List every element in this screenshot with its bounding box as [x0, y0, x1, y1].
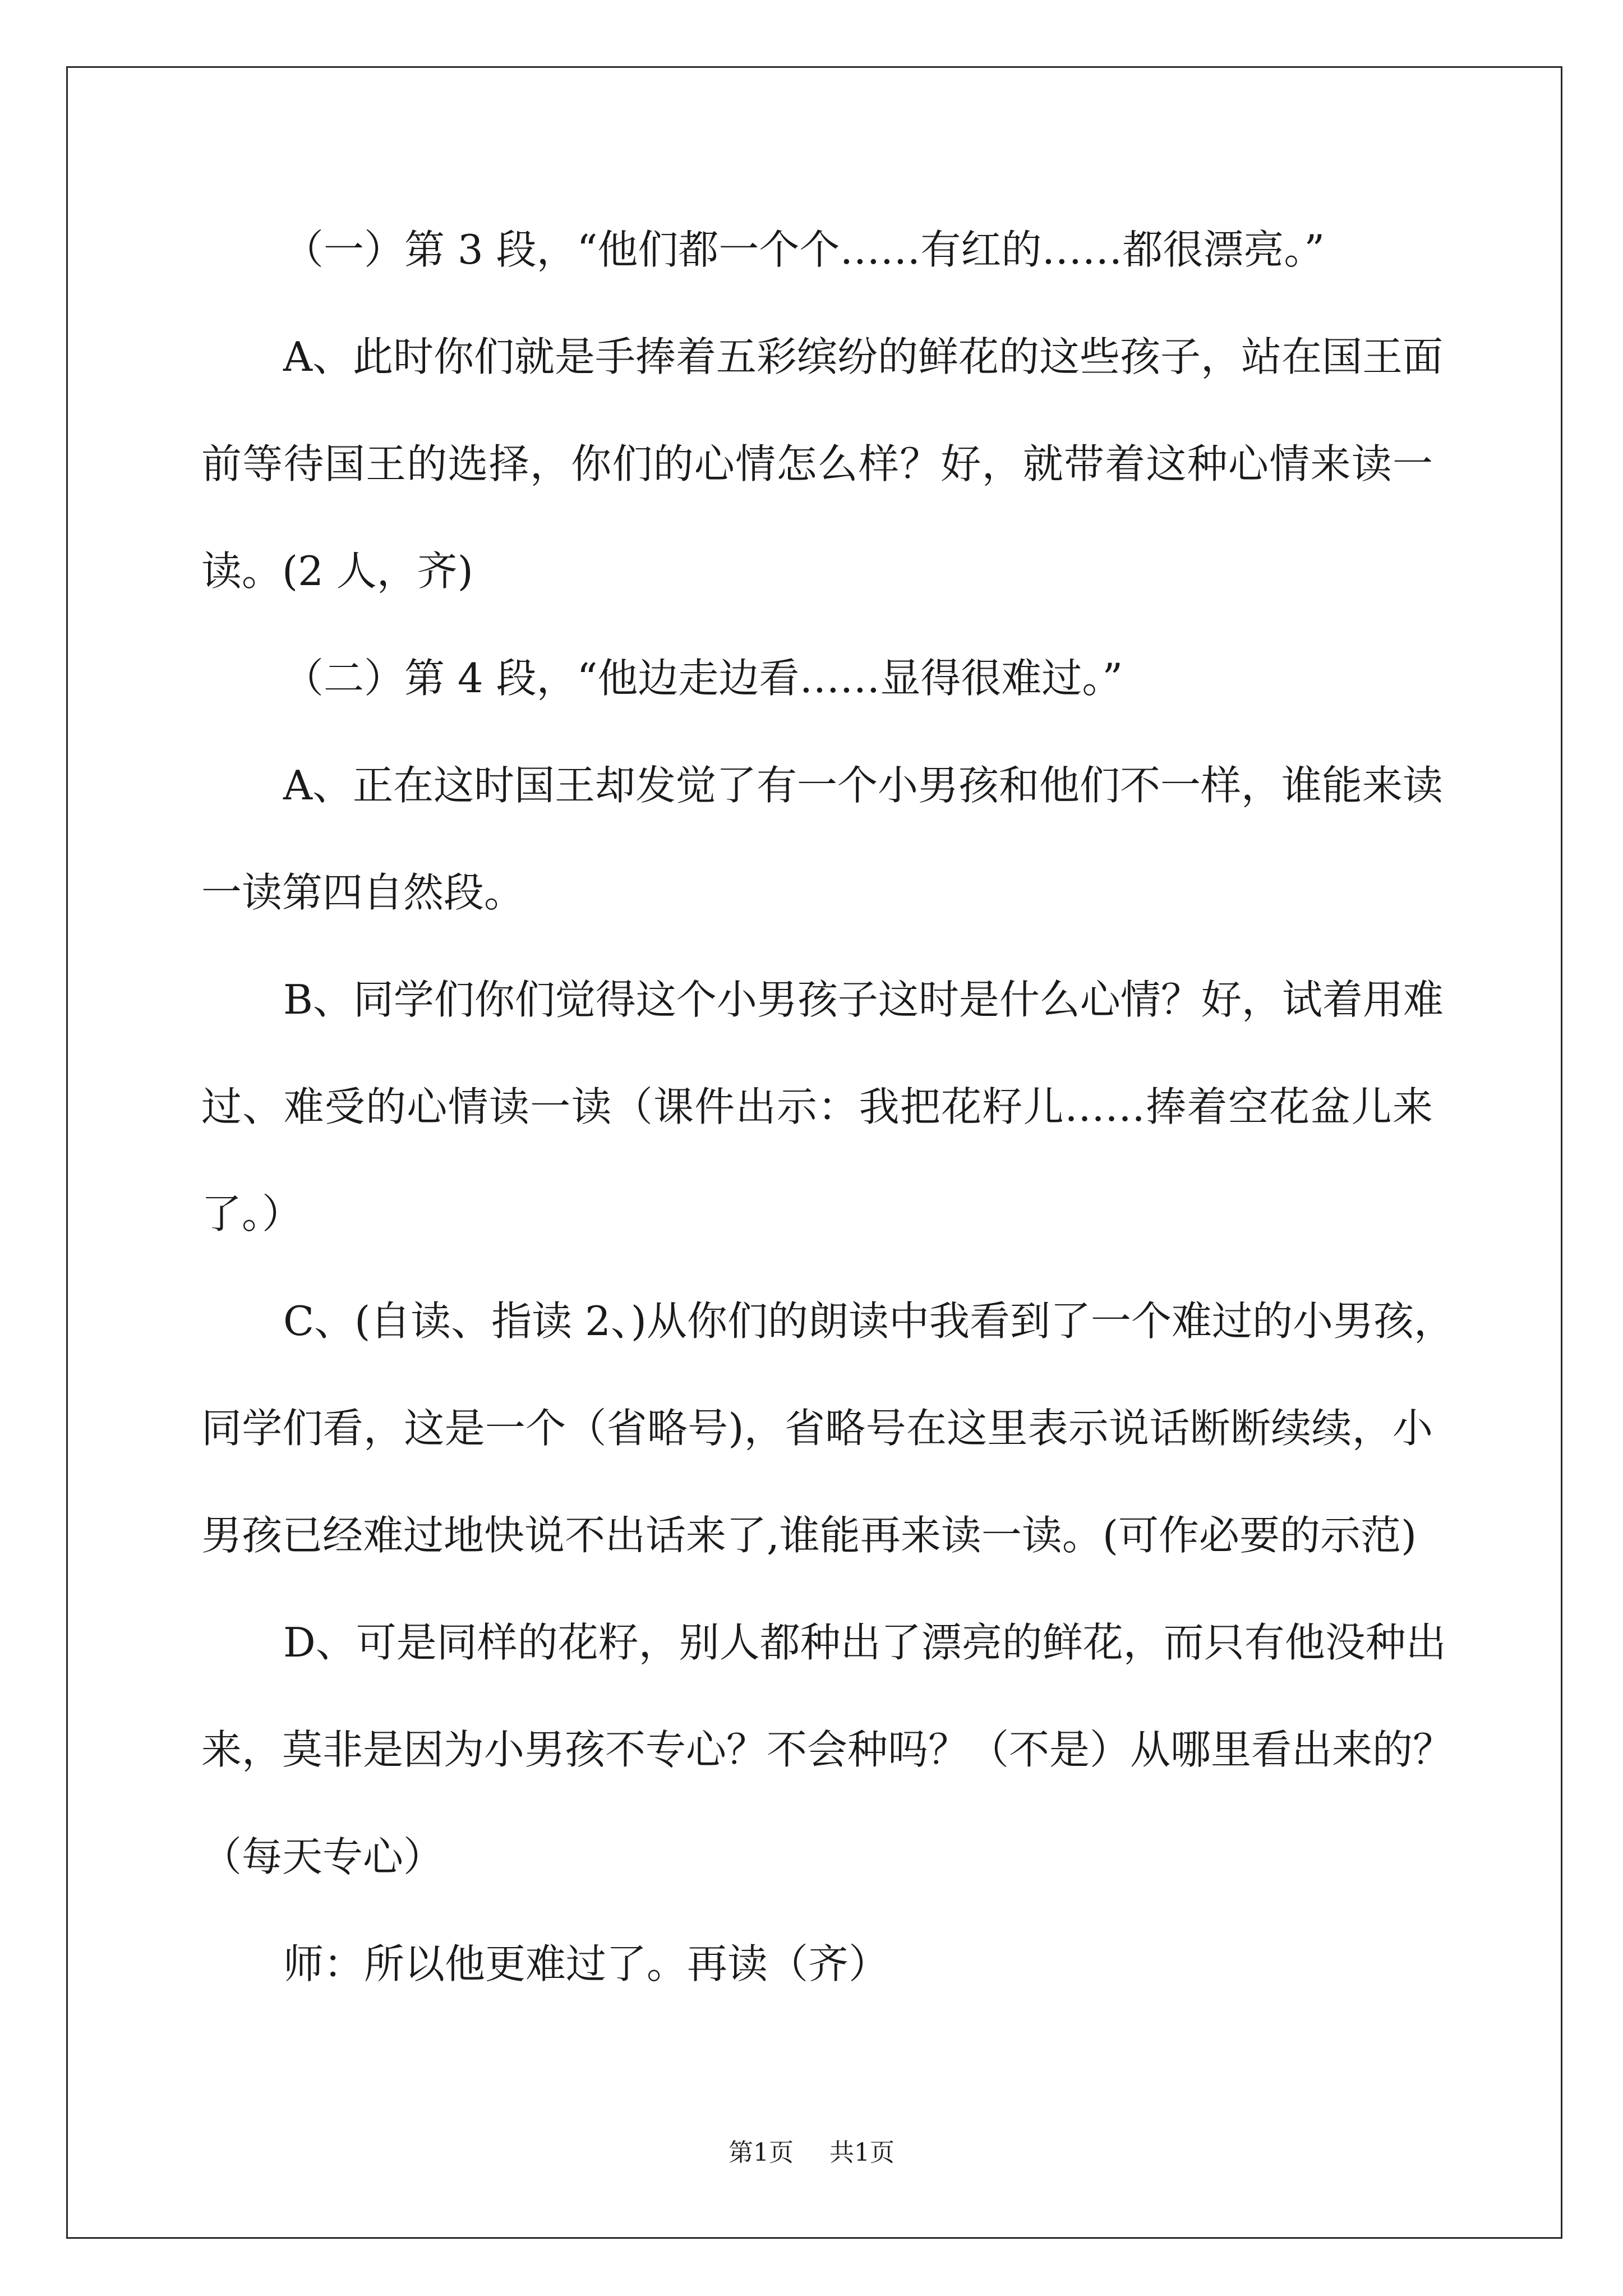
text-line: （每天专心）	[201, 1833, 444, 1880]
page-number: 第1页	[728, 2138, 794, 2167]
paragraph	[201, 1589, 1454, 1911]
page-footer	[0, 2137, 1623, 2169]
text-line: 一读第四自然段。	[201, 869, 525, 916]
paragraph	[201, 1911, 1433, 2018]
document-body	[201, 196, 1454, 2018]
text-line: 读。(2 人，齐)	[201, 547, 473, 595]
text-line: 来，莫非是因为小男孩不专心？不会种吗？（不是）从哪里看出来的？	[201, 1726, 1454, 1773]
text-line: A、正在这时国王却发觉了有一个小男孩和他们不一样，谁能来读	[283, 762, 1443, 809]
text-line: 师：所以他更难过了。再读（齐）	[283, 1940, 889, 1987]
text-line: D、可是同样的花籽，别人都种出了漂亮的鲜花，而只有他没种出	[283, 1619, 1446, 1666]
page-count: 共1页	[829, 2138, 895, 2167]
paragraph	[201, 946, 1444, 1268]
text-line: 了。）	[201, 1190, 303, 1237]
text-line: （一）第 3 段，“他们都一个个……有红的……都很漂亮。”	[283, 226, 1325, 273]
paragraph	[201, 1268, 1454, 1589]
text-line: 同学们看，这是一个（省略号)，省略号在这里表示说话断断续续，小	[201, 1405, 1433, 1452]
text-line: B、同学们你们觉得这个小男孩子这时是什么心情？好，试着用难	[283, 976, 1444, 1023]
text-line: 前等待国王的选择，你们的心情怎么样？好，就带着这种心情来读一	[201, 440, 1433, 487]
text-line: A、此时你们就是手捧着五彩缤纷的鲜花的这些孩子，站在国王面	[283, 333, 1443, 380]
text-line: （二）第 4 段，“他边走边看……显得很难过。”	[283, 655, 1123, 702]
text-line: 过、难受的心情读一读（课件出示：我把花籽儿……捧着空花盆儿来	[201, 1083, 1433, 1130]
paragraph	[201, 625, 1433, 732]
text-line: C、(自读、指读 2、)从你们的朗读中我看到了一个难过的小男孩，	[283, 1297, 1454, 1345]
paragraph	[201, 303, 1443, 625]
paragraph	[201, 732, 1443, 946]
text-line: 男孩已经难过地快说不出话来了,谁能再来读一读。(可作必要的示范)	[201, 1512, 1417, 1559]
paragraph	[201, 196, 1433, 303]
